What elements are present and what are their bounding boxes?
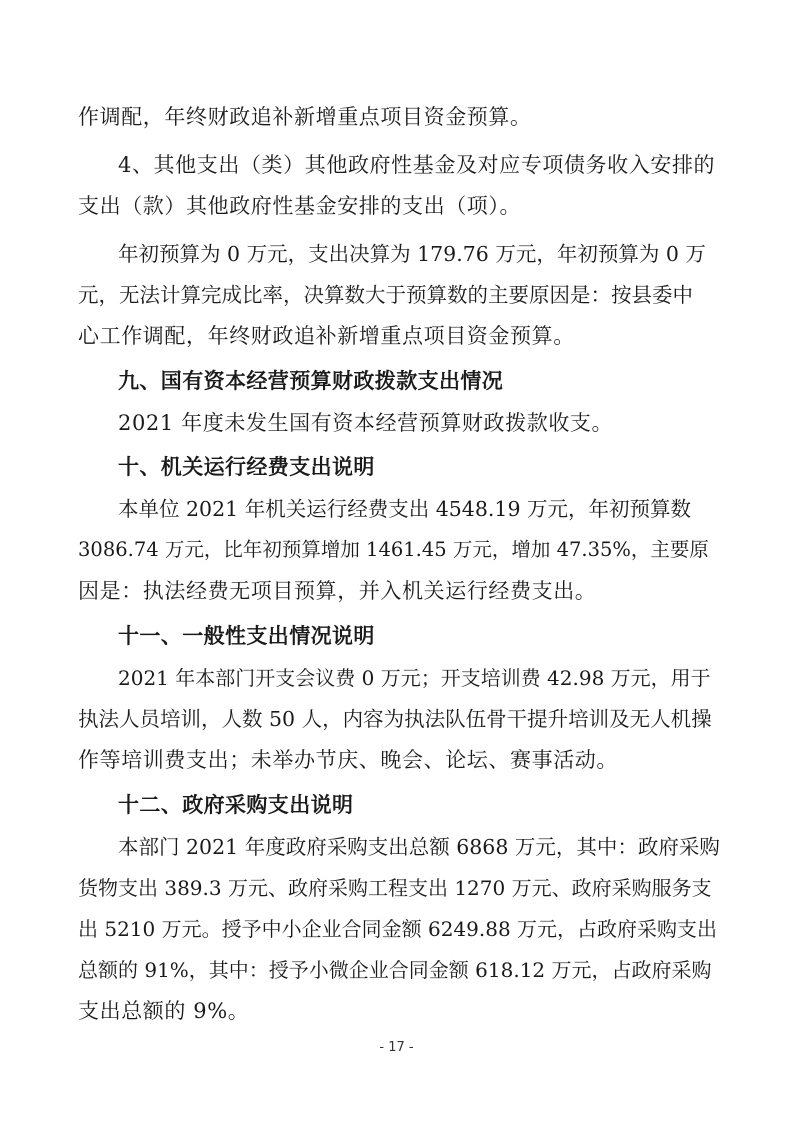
paragraph-line: 执法人员培训，人数 50 人，内容为执法队伍骨干提升培训及无人机操	[78, 707, 712, 731]
section-heading: 十二、政府采购支出说明	[118, 793, 354, 817]
paragraph-line: 心工作调配，年终财政追补新增重点项目资金预算。	[78, 324, 575, 348]
paragraph-line: 2021 年度未发生国有资本经营预算财政拨款收支。	[118, 411, 614, 435]
section-heading: 十一、一般性支出情况说明	[118, 624, 375, 648]
paragraph-line: 年初预算为 0 万元，支出决算为 179.76 万元，年初预算为 0 万	[118, 242, 706, 266]
paragraph-line: 货物支出 389.3 万元、政府采购工程支出 1270 万元、政府采购服务支	[78, 876, 712, 900]
paragraph-line: 作调配，年终财政追补新增重点项目资金预算。	[78, 105, 532, 129]
paragraph-line: 作等培训费支出；未举办节庆、晚会、论坛、赛事活动。	[78, 748, 618, 772]
paragraph-line: 出 5210 万元。授予中小企业合同金额 6249.88 万元，占政府采购支出	[78, 917, 718, 941]
paragraph-line: 总额的 91%，其中：授予小微企业合同金额 618.12 万元，占政府采购	[78, 958, 712, 982]
page-number: - 17 -	[379, 1040, 414, 1055]
paragraph-line: 支出总额的 9%。	[78, 999, 250, 1023]
paragraph-line: 本部门 2021 年度政府采购支出总额 6868 万元，其中：政府采购	[118, 835, 720, 859]
paragraph-line: 本单位 2021 年机关运行经费支出 4548.19 万元，年初预算数	[118, 497, 692, 521]
paragraph-line: 因是：执法经费无项目预算，并入机关运行经费支出。	[78, 579, 597, 603]
section-heading: 九、国有资本经营预算财政拨款支出情况	[118, 369, 504, 393]
paragraph-line: 支出（款）其他政府性基金安排的支出（项）。	[78, 194, 522, 218]
paragraph-line: 元，无法计算完成比率，决算数大于预算数的主要原因是：按县委中	[78, 283, 693, 307]
paragraph-line: 4、其他支出（类）其他政府性基金及对应专项债务收入安排的	[118, 153, 716, 177]
section-heading: 十、机关运行经费支出说明	[118, 455, 375, 479]
paragraph-line: 3086.74 万元，比年初预算增加 1461.45 万元，增加 47.35%，主要原	[78, 538, 709, 561]
paragraph-line: 2021 年本部门开支会议费 0 万元；开支培训费 42.98 万元，用于	[118, 666, 711, 690]
